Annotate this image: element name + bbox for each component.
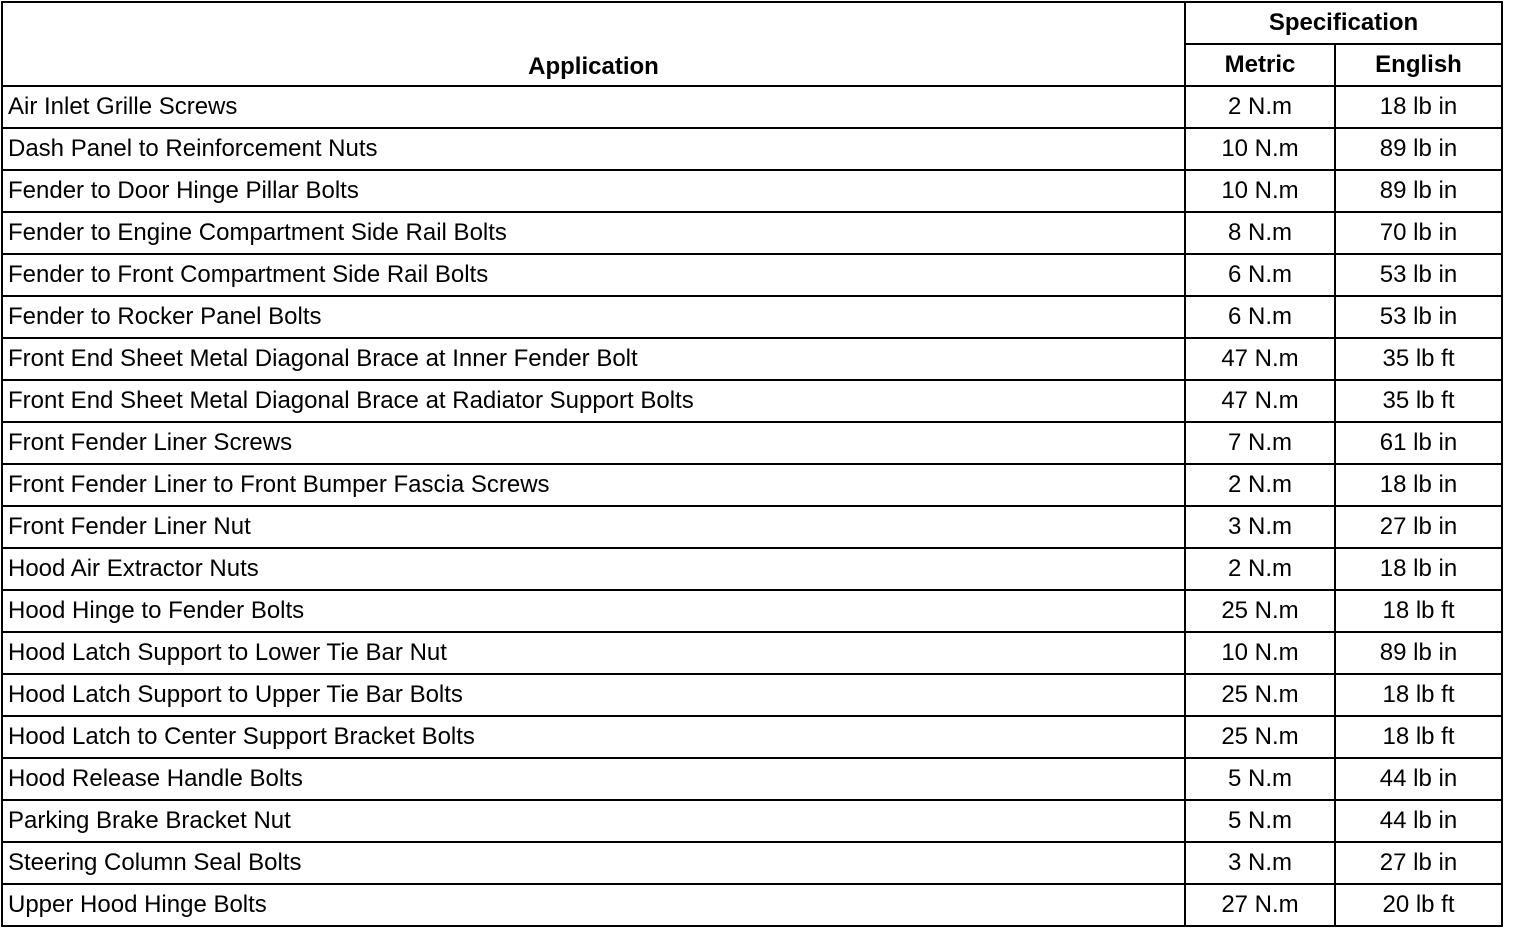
metric-cell: 10 N.m <box>1185 128 1335 170</box>
metric-cell: 25 N.m <box>1185 716 1335 758</box>
table-row <box>2 548 1502 590</box>
english-cell: 44 lb in <box>1335 758 1502 800</box>
application-cell: Front Fender Liner to Front Bumper Fascia Screws <box>2 464 1185 506</box>
metric-cell: 10 N.m <box>1185 632 1335 674</box>
table-row <box>2 170 1502 212</box>
metric-cell: 2 N.m <box>1185 548 1335 590</box>
english-cell: 20 lb ft <box>1335 884 1502 926</box>
metric-cell: 27 N.m <box>1185 884 1335 926</box>
table-header <box>2 2 1502 86</box>
table-row <box>2 296 1502 338</box>
application-cell: Front Fender Liner Nut <box>2 506 1185 548</box>
application-cell: Hood Release Handle Bolts <box>2 758 1185 800</box>
table-row <box>2 632 1502 674</box>
table-row <box>2 380 1502 422</box>
metric-cell: 5 N.m <box>1185 758 1335 800</box>
english-cell: 27 lb in <box>1335 842 1502 884</box>
specification-header: Specification <box>1185 2 1502 44</box>
application-cell: Parking Brake Bracket Nut <box>2 800 1185 842</box>
english-header: English <box>1335 44 1502 86</box>
metric-header: Metric <box>1185 44 1335 86</box>
table-row <box>2 254 1502 296</box>
metric-cell: 47 N.m <box>1185 380 1335 422</box>
application-cell: Hood Air Extractor Nuts <box>2 548 1185 590</box>
application-cell: Fender to Rocker Panel Bolts <box>2 296 1185 338</box>
torque-spec-table <box>1 1 1503 927</box>
english-cell: 18 lb ft <box>1335 590 1502 632</box>
metric-cell: 7 N.m <box>1185 422 1335 464</box>
table-row <box>2 590 1502 632</box>
table-row <box>2 128 1502 170</box>
application-cell: Hood Latch Support to Upper Tie Bar Bolts <box>2 674 1185 716</box>
english-cell: 44 lb in <box>1335 800 1502 842</box>
english-cell: 18 lb ft <box>1335 674 1502 716</box>
table-row <box>2 422 1502 464</box>
application-cell: Steering Column Seal Bolts <box>2 842 1185 884</box>
english-cell: 27 lb in <box>1335 506 1502 548</box>
metric-cell: 2 N.m <box>1185 464 1335 506</box>
english-cell: 89 lb in <box>1335 128 1502 170</box>
table-row <box>2 884 1502 926</box>
application-cell: Hood Latch Support to Lower Tie Bar Nut <box>2 632 1185 674</box>
application-cell: Hood Hinge to Fender Bolts <box>2 590 1185 632</box>
english-cell: 18 lb in <box>1335 86 1502 128</box>
english-cell: 18 lb in <box>1335 464 1502 506</box>
table-row <box>2 506 1502 548</box>
table-row <box>2 758 1502 800</box>
metric-cell: 5 N.m <box>1185 800 1335 842</box>
table-row <box>2 674 1502 716</box>
table-body <box>2 86 1502 926</box>
table-row <box>2 464 1502 506</box>
table-row <box>2 338 1502 380</box>
application-header: Application <box>2 2 1185 86</box>
application-cell: Front End Sheet Metal Diagonal Brace at Inner Fender Bolt <box>2 338 1185 380</box>
english-cell: 89 lb in <box>1335 632 1502 674</box>
metric-cell: 6 N.m <box>1185 296 1335 338</box>
english-cell: 18 lb ft <box>1335 716 1502 758</box>
metric-cell: 2 N.m <box>1185 86 1335 128</box>
table-row <box>2 86 1502 128</box>
english-cell: 18 lb in <box>1335 548 1502 590</box>
table-row <box>2 212 1502 254</box>
metric-cell: 10 N.m <box>1185 170 1335 212</box>
application-cell: Fender to Engine Compartment Side Rail Bolts <box>2 212 1185 254</box>
application-cell: Air Inlet Grille Screws <box>2 86 1185 128</box>
english-cell: 89 lb in <box>1335 170 1502 212</box>
table-row <box>2 800 1502 842</box>
english-cell: 70 lb in <box>1335 212 1502 254</box>
english-cell: 35 lb ft <box>1335 338 1502 380</box>
metric-cell: 25 N.m <box>1185 674 1335 716</box>
application-cell: Fender to Front Compartment Side Rail Bolts <box>2 254 1185 296</box>
english-cell: 35 lb ft <box>1335 380 1502 422</box>
metric-cell: 47 N.m <box>1185 338 1335 380</box>
application-cell: Fender to Door Hinge Pillar Bolts <box>2 170 1185 212</box>
table-row <box>2 842 1502 884</box>
english-cell: 61 lb in <box>1335 422 1502 464</box>
application-cell: Front Fender Liner Screws <box>2 422 1185 464</box>
metric-cell: 8 N.m <box>1185 212 1335 254</box>
metric-cell: 3 N.m <box>1185 842 1335 884</box>
application-cell: Hood Latch to Center Support Bracket Bolts <box>2 716 1185 758</box>
application-cell: Dash Panel to Reinforcement Nuts <box>2 128 1185 170</box>
english-cell: 53 lb in <box>1335 254 1502 296</box>
table-row <box>2 716 1502 758</box>
metric-cell: 6 N.m <box>1185 254 1335 296</box>
english-cell: 53 lb in <box>1335 296 1502 338</box>
application-cell: Front End Sheet Metal Diagonal Brace at Radiator Support Bolts <box>2 380 1185 422</box>
application-cell: Upper Hood Hinge Bolts <box>2 884 1185 926</box>
metric-cell: 3 N.m <box>1185 506 1335 548</box>
metric-cell: 25 N.m <box>1185 590 1335 632</box>
